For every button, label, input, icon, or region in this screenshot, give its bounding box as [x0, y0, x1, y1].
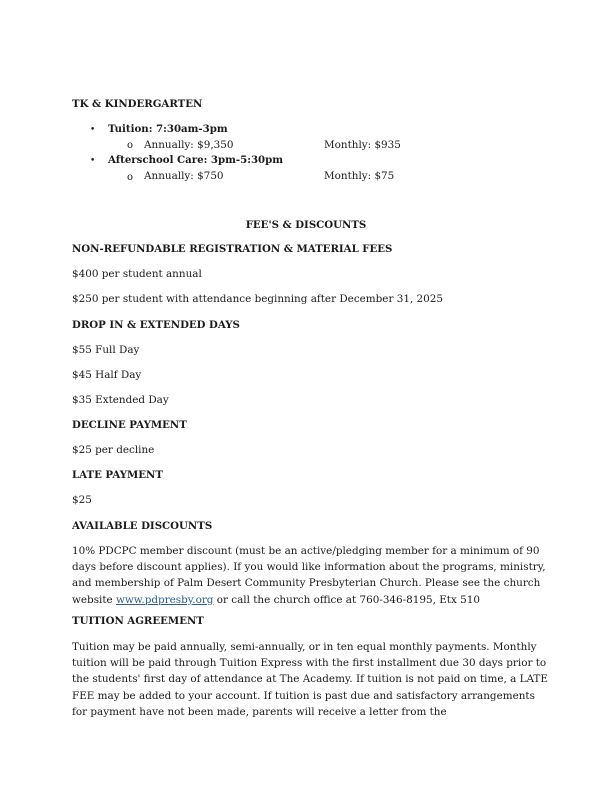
dropin-extended-day: $35 Extended Day: [72, 394, 169, 406]
tuition-label: Tuition: 7:30am-3pm: [108, 123, 228, 135]
fees-title: FEE'S & DISCOUNTS: [245, 219, 367, 231]
afterschool-annual: Annually: $750: [144, 170, 224, 182]
decline-heading: DECLINE PAYMENT: [72, 419, 187, 431]
decline-value: $25 per decline: [72, 444, 155, 456]
registration-heading: NON-REFUNDABLE REGISTRATION & MATERIAL FEES: [72, 243, 393, 255]
dropin-heading: DROP IN & EXTENDED DAYS: [72, 319, 240, 331]
church-website-link[interactable]: www.pdpresby.org: [115, 593, 214, 606]
late-heading: LATE PAYMENT: [72, 469, 163, 481]
sub-bullet-icon: o: [127, 140, 134, 151]
discounts-paragraph: [72, 543, 548, 608]
tk-heading: TK & KINDERGARTEN: [72, 98, 203, 110]
late-value: $25: [72, 494, 92, 506]
tuition-agreement-paragraph: Tuition may be paid annually, semi-annually, or in ten equal monthly payments. Monthly tuition will be paid through Tuition Express with the first installment due 30 days prior to the students' first day of attendance at The Academy. If tuition is not paid on time, a LATE FEE may be added to your account. If tuition is past due and satisfactory arrangements for payment have not been made, parents will receive a letter from the: [72, 641, 548, 718]
discounts-text-2: or call the church office at 760-346-8195, Etx 510: [213, 593, 480, 606]
afterschool-label: Afterschool Care: 3pm-5:30pm: [108, 154, 284, 166]
dropin-full-day: $55 Full Day: [72, 344, 140, 356]
discounts-heading: AVAILABLE DISCOUNTS: [72, 520, 213, 532]
bullet-icon: •: [90, 125, 96, 135]
bullet-icon: •: [90, 156, 96, 166]
afterschool-monthly: Monthly: $75: [324, 170, 395, 182]
tuition-monthly: Monthly: $935: [324, 139, 401, 151]
discounts-text-1: 10% PDCPC member discount (must be an active/pledging member for a minimum of 90 days before discount applies). If you would like information about the programs, ministry, and membership of Palm Desert Community Presbyterian Church. Please see the church website: [72, 545, 546, 606]
dropin-half-day: $45 Half Day: [72, 369, 142, 381]
tuition-agreement-heading: TUITION AGREEMENT: [72, 615, 204, 627]
registration-line-2: $250 per student with attendance beginning after December 31, 2025: [72, 293, 443, 305]
tuition-annual: Annually: $9,350: [144, 139, 234, 151]
registration-line-1: $400 per student annual: [72, 268, 202, 280]
sub-bullet-icon: o: [127, 172, 134, 183]
